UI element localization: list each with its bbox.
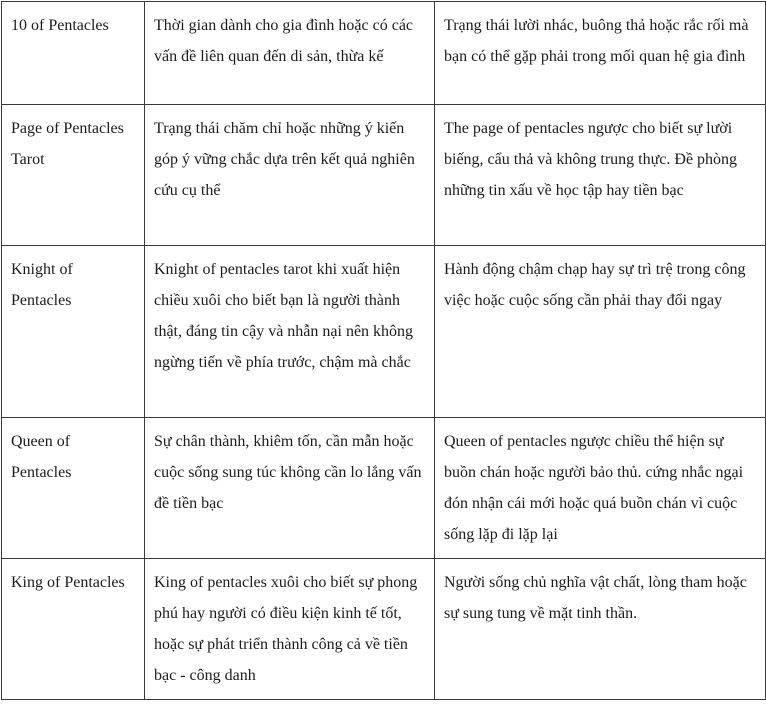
table-row — [2, 2, 766, 105]
upright-meaning-cell: King of pentacles xuôi cho biết sự phong phú hay người có điều kiện kinh tế tốt, hoặc sự phát triển thành công cả về tiền bạc - công danh — [145, 559, 435, 700]
table-row — [2, 246, 766, 418]
tarot-meaning-table — [1, 1, 766, 700]
reversed-meaning-cell: Người sống chủ nghĩa vật chất, lòng tham hoặc sự sung tung về mặt tinh thần. — [435, 559, 766, 700]
reversed-meaning-cell: Trạng thái lười nhác, buông thả hoặc rắc rối mà bạn có thể gặp phải trong mối quan hệ gia đình — [435, 2, 766, 105]
table-row — [2, 418, 766, 559]
upright-meaning-cell: Trạng thái chăm chỉ hoặc những ý kiến góp ý vững chắc dựa trên kết quả nghiên cứu cụ thể — [145, 105, 435, 246]
table-row — [2, 559, 766, 700]
card-name-cell: Knight of Pentacles — [2, 246, 145, 418]
upright-meaning-cell: Knight of pentacles tarot khi xuất hiện chiều xuôi cho biết bạn là người thành thật, đáng tin cậy và nhẫn nại nên không ngừng tiến về phía trước, chậm mà chắc — [145, 246, 435, 418]
card-name-cell: 10 of Pentacles — [2, 2, 145, 105]
card-name-cell: Page of Pentacles Tarot — [2, 105, 145, 246]
card-name-cell: King of Pentacles — [2, 559, 145, 700]
reversed-meaning-cell: Queen of pentacles ngược chiều thể hiện sự buồn chán hoặc người bảo thủ. cứng nhắc ngại đón nhận cái mới hoặc quá buồn chán vì cuộc sống lặp đi lặp lại — [435, 418, 766, 559]
table-row — [2, 105, 766, 246]
reversed-meaning-cell: Hành động chậm chạp hay sự trì trệ trong công việc hoặc cuộc sống cần phải thay đổi ngay — [435, 246, 766, 418]
upright-meaning-cell: Thời gian dành cho gia đình hoặc có các vấn đề liên quan đến di sản, thừa kế — [145, 2, 435, 105]
upright-meaning-cell: Sự chân thành, khiêm tốn, cần mẫn hoặc cuộc sống sung túc không cần lo lắng vấn đề tiền bạc — [145, 418, 435, 559]
card-name-cell: Queen of Pentacles — [2, 418, 145, 559]
reversed-meaning-cell: The page of pentacles ngược cho biết sự lười biếng, cẩu thả và không trung thực. Đề phòng những tin xấu về học tập hay tiền bạc — [435, 105, 766, 246]
